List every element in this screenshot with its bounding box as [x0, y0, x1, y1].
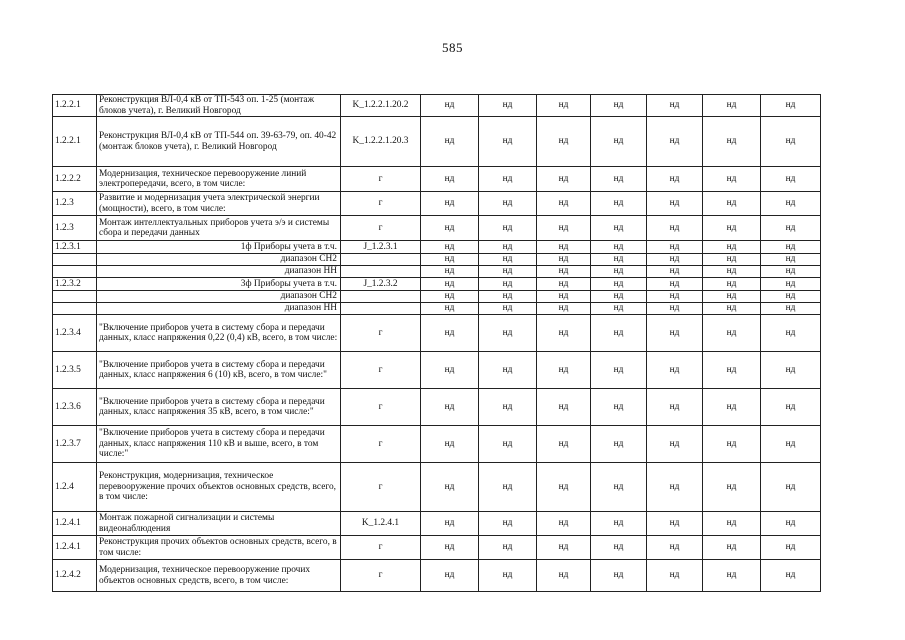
row-name: Монтаж пожарной сигнализации и системы видеонаблюдения [97, 512, 341, 536]
table-row [53, 278, 821, 291]
value-cell: нд [421, 291, 479, 303]
value-cell: нд [537, 254, 591, 266]
value-cell: нд [537, 512, 591, 536]
value-cell: нд [479, 291, 537, 303]
value-cell: нд [421, 303, 479, 315]
value-cell: нд [647, 216, 703, 241]
row-code: 1.2.3.6 [53, 389, 97, 426]
value-cell: нд [761, 167, 821, 192]
value-cell: нд [647, 315, 703, 352]
row-name: диапазон СН2 [97, 254, 341, 266]
value-cell: нд [479, 315, 537, 352]
value-cell: нд [703, 463, 761, 512]
value-cell: нд [761, 254, 821, 266]
value-cell: нд [761, 266, 821, 278]
row-name: "Включение приборов учета в систему сбора и передачи данных, класс напряжения 6 (10) кВ, всего, в том числе:" [97, 352, 341, 389]
table-row [53, 303, 821, 315]
value-cell: нд [421, 95, 479, 117]
value-cell: нд [591, 291, 647, 303]
value-cell: нд [703, 426, 761, 463]
table-row [53, 315, 821, 352]
row-code: 1.2.4.1 [53, 512, 97, 536]
row-name: диапазон СН2 [97, 291, 341, 303]
value-cell: нд [703, 303, 761, 315]
value-cell: нд [479, 352, 537, 389]
value-cell: нд [761, 192, 821, 216]
value-cell: нд [479, 241, 537, 254]
value-cell: нд [537, 560, 591, 592]
page-number: 585 [442, 40, 463, 55]
row-name: Монтаж интеллектуальных приборов учета э/э и системы сбора и передачи данных [97, 216, 341, 241]
value-cell: нд [761, 117, 821, 167]
value-cell: нд [421, 254, 479, 266]
value-cell: нд [421, 560, 479, 592]
value-cell: нд [537, 315, 591, 352]
value-cell: нд [703, 352, 761, 389]
value-cell: нд [703, 216, 761, 241]
value-cell: нд [537, 216, 591, 241]
row-identifier: г [341, 167, 421, 192]
value-cell: нд [591, 254, 647, 266]
value-cell: нд [703, 536, 761, 560]
value-cell: нд [479, 426, 537, 463]
row-identifier: J_1.2.3.2 [341, 278, 421, 291]
row-code: 1.2.2.1 [53, 117, 97, 167]
row-code: 1.2.4.1 [53, 536, 97, 560]
value-cell: нд [537, 536, 591, 560]
row-identifier [341, 266, 421, 278]
value-cell: нд [703, 560, 761, 592]
value-cell: нд [479, 463, 537, 512]
table-row [53, 426, 821, 463]
value-cell: нд [647, 117, 703, 167]
table-row [53, 512, 821, 536]
value-cell: нд [647, 303, 703, 315]
value-cell: нд [647, 536, 703, 560]
table-body [53, 95, 821, 592]
row-name: Модернизация, техническое перевооружение прочих объектов основных средств, всего, в том числе: [97, 560, 341, 592]
value-cell: нд [537, 95, 591, 117]
row-identifier: K_1.2.4.1 [341, 512, 421, 536]
row-code: 1.2.3.2 [53, 278, 97, 291]
value-cell: нд [761, 291, 821, 303]
table-row [53, 192, 821, 216]
row-name: Реконструкция ВЛ-0,4 кВ от ТП-543 оп. 1-25 (монтаж блоков учета), г. Великий Новгород [97, 95, 341, 117]
value-cell: нд [647, 463, 703, 512]
value-cell: нд [647, 426, 703, 463]
row-identifier: г [341, 560, 421, 592]
value-cell: нд [591, 352, 647, 389]
row-name: Реконструкция прочих объектов основных средств, всего, в том числе: [97, 536, 341, 560]
value-cell: нд [647, 560, 703, 592]
value-cell: нд [421, 167, 479, 192]
row-identifier: г [341, 463, 421, 512]
value-cell: нд [647, 266, 703, 278]
row-identifier: г [341, 536, 421, 560]
value-cell: нд [421, 512, 479, 536]
value-cell: нд [647, 167, 703, 192]
row-code: 1.2.4 [53, 463, 97, 512]
value-cell: нд [479, 95, 537, 117]
value-cell: нд [761, 315, 821, 352]
value-cell: нд [761, 303, 821, 315]
row-identifier: г [341, 315, 421, 352]
value-cell: нд [479, 303, 537, 315]
value-cell: нд [761, 241, 821, 254]
value-cell: нд [703, 266, 761, 278]
row-name: Развитие и модернизация учета электрической энергии (мощности), всего, в том числе: [97, 192, 341, 216]
value-cell: нд [647, 95, 703, 117]
value-cell: нд [591, 95, 647, 117]
value-cell: нд [703, 291, 761, 303]
row-code: 1.2.3 [53, 192, 97, 216]
value-cell: нд [421, 216, 479, 241]
value-cell: нд [479, 266, 537, 278]
value-cell: нд [647, 352, 703, 389]
value-cell: нд [421, 389, 479, 426]
value-cell: нд [591, 426, 647, 463]
table-row [53, 389, 821, 426]
value-cell: нд [591, 117, 647, 167]
row-code [53, 254, 97, 266]
value-cell: нд [421, 536, 479, 560]
table-row [53, 266, 821, 278]
value-cell: нд [591, 216, 647, 241]
value-cell: нд [761, 95, 821, 117]
value-cell: нд [591, 303, 647, 315]
value-cell: нд [537, 192, 591, 216]
value-cell: нд [537, 291, 591, 303]
value-cell: нд [537, 303, 591, 315]
value-cell: нд [647, 512, 703, 536]
row-name: "Включение приборов учета в систему сбора и передачи данных, класс напряжения 110 кВ и выше, всего, в том числе:" [97, 426, 341, 463]
value-cell: нд [537, 352, 591, 389]
value-cell: нд [479, 560, 537, 592]
value-cell: нд [761, 560, 821, 592]
value-cell: нд [537, 426, 591, 463]
value-cell: нд [591, 512, 647, 536]
row-code [53, 303, 97, 315]
value-cell: нд [479, 192, 537, 216]
row-name: Модернизация, техническое перевооружение линий электропередачи, всего, в том числе: [97, 167, 341, 192]
value-cell: нд [537, 266, 591, 278]
value-cell: нд [703, 512, 761, 536]
value-cell: нд [421, 315, 479, 352]
value-cell: нд [703, 315, 761, 352]
row-code: 1.2.3.5 [53, 352, 97, 389]
value-cell: нд [421, 266, 479, 278]
value-cell: нд [537, 241, 591, 254]
value-cell: нд [591, 389, 647, 426]
row-identifier: г [341, 389, 421, 426]
row-name: Реконструкция, модернизация, техническое перевооружение прочих объектов основных средств, всего, в том числе: [97, 463, 341, 512]
value-cell: нд [761, 536, 821, 560]
row-identifier: г [341, 426, 421, 463]
value-cell: нд [761, 278, 821, 291]
value-cell: нд [591, 536, 647, 560]
value-cell: нд [703, 95, 761, 117]
value-cell: нд [421, 426, 479, 463]
row-identifier [341, 303, 421, 315]
value-cell: нд [703, 167, 761, 192]
value-cell: нд [647, 278, 703, 291]
value-cell: нд [479, 167, 537, 192]
value-cell: нд [479, 117, 537, 167]
value-cell: нд [421, 117, 479, 167]
investment-table [52, 94, 821, 592]
row-identifier: K_1.2.2.1.20.3 [341, 117, 421, 167]
row-name: 1ф Приборы учета в т.ч. [97, 241, 341, 254]
value-cell: нд [761, 352, 821, 389]
value-cell: нд [761, 512, 821, 536]
value-cell: нд [479, 512, 537, 536]
value-cell: нд [591, 266, 647, 278]
value-cell: нд [703, 241, 761, 254]
value-cell: нд [761, 389, 821, 426]
table-row [53, 536, 821, 560]
row-identifier: K_1.2.2.1.20.2 [341, 95, 421, 117]
value-cell: нд [479, 389, 537, 426]
row-identifier: г [341, 352, 421, 389]
value-cell: нд [761, 426, 821, 463]
row-code: 1.2.3.1 [53, 241, 97, 254]
row-name: 3ф Приборы учета в т.ч. [97, 278, 341, 291]
row-code: 1.2.2.2 [53, 167, 97, 192]
value-cell: нд [647, 192, 703, 216]
value-cell: нд [537, 167, 591, 192]
row-identifier: J_1.2.3.1 [341, 241, 421, 254]
value-cell: нд [421, 463, 479, 512]
row-name: "Включение приборов учета в систему сбора и передачи данных, класс напряжения 35 кВ, всего, в том числе:" [97, 389, 341, 426]
value-cell: нд [537, 278, 591, 291]
value-cell: нд [591, 192, 647, 216]
table-row [53, 241, 821, 254]
value-cell: нд [537, 463, 591, 512]
table-row [53, 216, 821, 241]
value-cell: нд [647, 254, 703, 266]
value-cell: нд [591, 241, 647, 254]
value-cell: нд [421, 278, 479, 291]
value-cell: нд [703, 192, 761, 216]
row-identifier: г [341, 192, 421, 216]
table-row [53, 352, 821, 389]
value-cell: нд [479, 278, 537, 291]
value-cell: нд [647, 389, 703, 426]
value-cell: нд [421, 192, 479, 216]
row-identifier: г [341, 216, 421, 241]
value-cell: нд [479, 536, 537, 560]
value-cell: нд [479, 254, 537, 266]
table-row [53, 95, 821, 117]
value-cell: нд [591, 315, 647, 352]
table-row [53, 463, 821, 512]
row-name: Реконструкция ВЛ-0,4 кВ от ТП-544 оп. 39-63-79, оп. 40-42 (монтаж блоков учета), г. Великий Новгород [97, 117, 341, 167]
value-cell: нд [703, 278, 761, 291]
value-cell: нд [591, 278, 647, 291]
row-code: 1.2.3 [53, 216, 97, 241]
value-cell: нд [761, 463, 821, 512]
row-code: 1.2.4.2 [53, 560, 97, 592]
value-cell: нд [537, 117, 591, 167]
row-name: диапазон НН [97, 303, 341, 315]
value-cell: нд [703, 254, 761, 266]
row-code [53, 291, 97, 303]
row-identifier [341, 291, 421, 303]
row-name: "Включение приборов учета в систему сбора и передачи данных, класс напряжения 0,22 (0,4) кВ, всего, в том числе: [97, 315, 341, 352]
table-row [53, 167, 821, 192]
row-code [53, 266, 97, 278]
value-cell: нд [591, 167, 647, 192]
value-cell: нд [421, 241, 479, 254]
value-cell: нд [647, 241, 703, 254]
row-code: 1.2.2.1 [53, 95, 97, 117]
value-cell: нд [421, 352, 479, 389]
row-code: 1.2.3.7 [53, 426, 97, 463]
table-row [53, 560, 821, 592]
value-cell: нд [591, 560, 647, 592]
table-row [53, 254, 821, 266]
value-cell: нд [479, 216, 537, 241]
value-cell: нд [591, 463, 647, 512]
row-identifier [341, 254, 421, 266]
table-row [53, 117, 821, 167]
value-cell: нд [537, 389, 591, 426]
row-name: диапазон НН [97, 266, 341, 278]
value-cell: нд [703, 117, 761, 167]
table-row [53, 291, 821, 303]
value-cell: нд [761, 216, 821, 241]
value-cell: нд [647, 291, 703, 303]
row-code: 1.2.3.4 [53, 315, 97, 352]
value-cell: нд [703, 389, 761, 426]
